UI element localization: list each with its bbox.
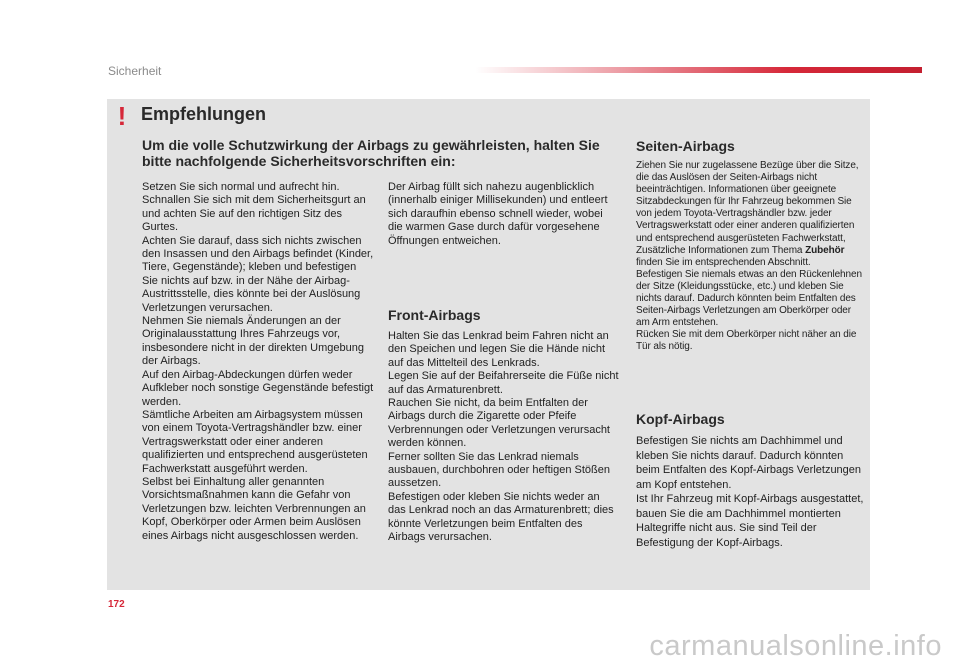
lead-paragraph: Um die volle Schutzwirkung der Airbags zu gewährleisten, halten Sie bitte nachfolgende Sicherheitsvorschriften ein: <box>142 137 600 169</box>
head-airbags-heading: Kopf-Airbags <box>636 411 725 427</box>
airbag-deflation-text: Der Airbag füllt sich nahezu augenblicklich (innerhalb einiger Millisekunden) und entleert sich daraufhin ebenso schnell wieder, wobei die warmen Gase durch dafür vorgesehene Öffnungen entweichen. <box>388 181 608 247</box>
general-instructions-text: Setzen Sie sich normal und aufrecht hin. Schnallen Sie sich mit dem Sicherheitsgurt an und achten Sie auf den richtigen Sitz des Gurtes. Achten Sie darauf, dass sich nichts zwischen den Insassen und den Airbags befindet (Kinder, Tiere, Gegenstände); kleben und befestigen Sie nichts auf bzw. in der Nähe der Airbag-Austrittsstelle, dies könnte bei der Auslösung Verletzungen verursachen. Nehmen Sie niemals Änderungen an der Originalausstattung Ihres Fahrzeugs vor, insbesondere nicht in der direkten Umgebung der Airbags. Auf den Airbag-Abdeckungen dürfen weder Aufkleber noch sonstige Gegenstände befestigt werden. Sämtliche Arbeiten am Airbagsystem müssen von einem Toyota-Vertragshändler bzw. einer Vertragswerkstatt oder einer anderen qualifizierten und entsprechend ausgerüsteten Fachwerkstatt ausgeführt werden. Selbst bei Einhaltung aller genannten Vorsichtsmaßnahmen kann die Gefahr von Verletzungen bzw. leichten Verbrennungen an Kopf, Oberkörper oder Armen beim Auslösen eines Airbags nicht ausgeschlossen werden. <box>142 181 374 542</box>
exclamation-icon: ! <box>117 101 127 131</box>
head-airbags-text: Befestigen Sie nichts am Dachhimmel und kleben Sie nichts darauf. Dadurch könnten beim Entfalten des Kopf-Airbags Verletzungen am Kopf entstehen. Ist Ihr Fahrzeug mit Kopf-Airbags ausgestattet, bauen Sie die am Dachhimmel montierten Haltegriffe nicht aus. Sie sind Teil der Befestigung der Kopf-Airbags. <box>636 435 864 549</box>
side-airbags-text-part2: finden Sie im entsprechenden Abschnitt. Befestigen Sie niemals etwas an den Rückenlehnen der Sitze (Kleidungsstücke, etc.) und kleben Sie nichts darauf. Dadurch könnten beim Entfalten des Seiten-Airbags Verletzungen am Oberkörper oder am Arm entstehen. Rücken Sie mit dem Oberkörper nicht näher an die Tür als nötig. <box>636 256 862 353</box>
side-airbags-heading: Seiten-Airbags <box>636 138 735 154</box>
front-airbags-text: Halten Sie das Lenkrad beim Fahren nicht an den Speichen und legen Sie die Hände nicht auf das Mittelteil des Lenkrads. Legen Sie auf der Beifahrerseite die Füße nicht auf das Armaturenbrett. Rauchen Sie nicht, da beim Entfalten der Airbags durch die Zigarette oder Pfeife Verbrennungen oder Verletzungen verursacht werden können. Ferner sollten Sie das Lenkrad niemals ausbauen, durchbohren oder heftigen Stößen aussetzen. Befestigen oder kleben Sie nichts weder an das Lenkrad noch an das Armaturenbrett; dies könnte Verletzungen beim Entfalten des Airbags verursachen. <box>388 330 619 544</box>
watermark: carmanualsonline.info <box>649 630 942 662</box>
side-airbags-text-part1: Ziehen Sie nur zugelassene Bezüge über die Sitze, die das Auslösen der Seiten-Airbags nicht beeinträchtigen. Informationen über geeignete Sitzabdeckungen für Ihr Fahrzeug bekommen Sie von jedem Toyota-Vertragshändler bzw. jeder Vertragswerkstatt oder einer anderen qualifizierten und entsprechend ausgerüsteten Fachwerkstatt, Zusätzliche Informationen zum Thema <box>636 160 859 256</box>
panel-title: Empfehlungen <box>141 104 266 124</box>
section-label: Sicherheit <box>108 64 162 78</box>
header-accent-bar <box>475 67 922 73</box>
side-airbags-text <box>636 160 866 354</box>
page-number: 172 <box>108 599 125 610</box>
accessories-term: Zubehör <box>805 244 845 256</box>
front-airbags-heading: Front-Airbags <box>388 307 481 323</box>
